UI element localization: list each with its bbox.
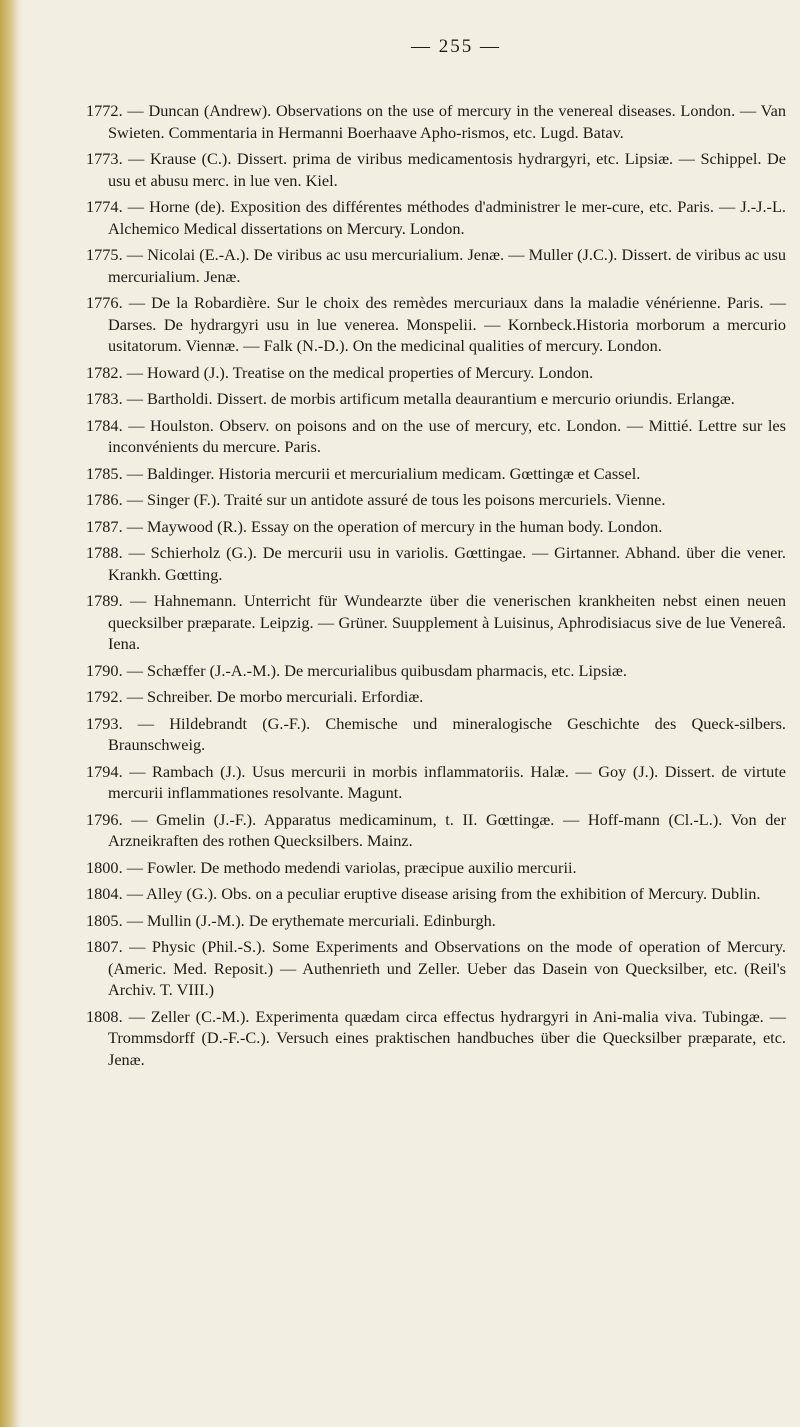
bibliography-entry-1794: 1794. — Rambach (J.). Usus mercurii in morbis inflammatoriis. Halæ. — Goy (J.). Dissert. de virtute mercurii inflammationes resolvante. Magunt. — [86, 761, 786, 802]
bibliography-entry-1782: 1782. — Howard (J.). Treatise on the medical properties of Mercury. London. — [86, 362, 594, 382]
bibliography-entry-1808: 1808. — Zeller (C.-M.). Experimenta quædam circa effectus hydrargyri in Ani-malia viva. Tubingæ. — Trommsdorff (D.-F.-C.). Versuch eines praktischen handbuches über die Quecksilber præparate, etc. Jenæ. — [86, 1006, 786, 1069]
bibliography-entry-1789: 1789. — Hahnemann. Unterricht für Wundearzte über die venerischen krankheiten nebst einen neuen quecksilber præparate. Leipzig. — Grüner. Suupplement à Luisinus, Aphrodisiacus sive de lue Venereâ. Iena. — [86, 591, 786, 653]
bibliography-entry-1775: 1775. — Nicolai (E.-A.). De viribus ac usu mercurialium. Jenæ. — Muller (J.C.). Dissert. de viribus ac usu mercurialium. Jenæ. — [86, 245, 786, 286]
bibliography-entry-1804: 1804. — Alley (G.). Obs. on a peculiar eruptive disease arising from the exhibition of Mercury. Dublin. — [86, 884, 761, 903]
bibliography-entry-1776: 1776. — De la Robardière. Sur le choix des remèdes mercuriaux dans la maladie vénérienne. Paris. — Darses. De hydrargyri usu in lue venerea. Monspelii. — Kornbeck.Historia morborum a mercurio usitatorum. Viennæ. — Falk (N.-D.). On the medicinal qualities of mercury. London. — [86, 293, 786, 355]
bibliography-entry-1785: 1785. — Baldinger. Historia mercurii et mercurialium medicam. Gœttingæ et Cassel. — [86, 463, 641, 483]
page-number: — 255 — — [411, 36, 501, 57]
bibliography-entry-1792: 1792. — Schreiber. De morbo mercuriali. Erfordiæ. — [86, 687, 424, 706]
bibliography-list — [86, 100, 786, 1070]
bibliography-entry-1790: 1790. — Schæffer (J.-A.-M.). De mercurialibus quibusdam pharmacis, etc. Lipsiæ. — [86, 660, 627, 680]
bibliography-entry-1793: 1793. — Hildebrandt (G.-F.). Chemische und mineralogische Geschichte des Queck-silbers. Braunschweig. — [86, 713, 786, 754]
bibliography-entry-1773: 1773. — Krause (C.). Dissert. prima de viribus medicamentosis hydrargyri, etc. Lipsiæ. — Schippel. De usu et abusu merc. in lue ven. Kiel. — [86, 149, 786, 190]
bibliography-entry-1774: 1774. — Horne (de). Exposition des différentes méthodes d'administrer le mer-cure, etc. Paris. — J.-J.-L. Alchemico Medical dissertations on Mercury. London. — [86, 197, 786, 238]
bibliography-entry-1807: 1807. — Physic (Phil.-S.). Some Experiments and Observations on the mode of operation of Mercury. (Americ. Med. Reposit.) — Authenrieth und Zeller. Ueber das Dasein von Quecksilber, etc. (Reil's Archiv. T. VIII.) — [86, 937, 786, 999]
bibliography-entry-1788: 1788. — Schierholz (G.). De mercurii usu in variolis. Gœttingae. — Girtanner. Abhand. über die vener. Krankh. Gœtting. — [86, 543, 786, 584]
bibliography-entry-1772: 1772. — Duncan (Andrew). Observations on the use of mercury in the venereal diseases. London. — Van Swieten. Commentaria in Hermanni Boerhaave Apho-rismos, etc. Lugd. Batav. — [86, 101, 786, 142]
bibliography-entry-1783: 1783. — Bartholdi. Dissert. de morbis artificum metalla deaurantium e mercurio oriundis. Erlangæ. — [86, 389, 735, 408]
bibliography-entry-1805: 1805. — Mullin (J.-M.). De erythemate mercuriali. Edinburgh. — [86, 910, 496, 930]
bibliography-entry-1787: 1787. — Maywood (R.). Essay on the operation of mercury in the human body. London. — [86, 516, 663, 536]
bibliography-entry-1796: 1796. — Gmelin (J.-F.). Apparatus medicaminum, t. II. Gœttingæ. — Hoff-mann (Cl.-L.). Von der Arzneikraften des rothen Quecksilbers. Mainz. — [86, 809, 786, 850]
bibliography-entry-1800: 1800. — Fowler. De methodo medendi variolas, præcipue auxilio mercurii. — [86, 857, 577, 877]
bibliography-entry-1784: 1784. — Houlston. Observ. on poisons and on the use of mercury, etc. London. — Mittié. Lettre sur les inconvénients du mercure. Paris. — [86, 415, 786, 456]
page-edge — [0, 0, 22, 1427]
bibliography-entry-1786: 1786. — Singer (F.). Traité sur un antidote assuré de tous les poisons mercuriels. Vienne. — [86, 490, 666, 509]
book-page — [86, 36, 786, 1075]
